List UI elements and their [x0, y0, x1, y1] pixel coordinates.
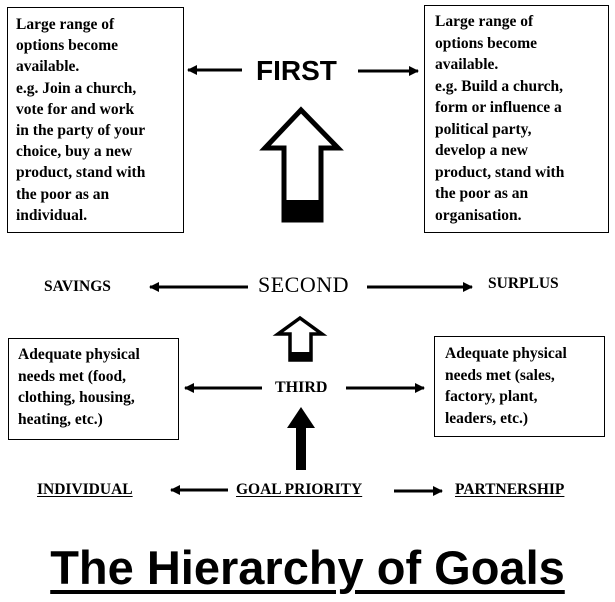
- box-line: e.g. Build a church,: [435, 77, 564, 95]
- box-line: needs met (sales,: [445, 366, 555, 384]
- box-line: choice, buy a new: [16, 143, 133, 161]
- box-line: organisation.: [435, 206, 522, 224]
- diagram-title: [0, 540, 615, 595]
- box-line: vote for and work: [16, 100, 135, 118]
- box-line: needs met (food,: [18, 367, 127, 385]
- partnership-header: PARTNERSHIP: [455, 481, 565, 498]
- partnership-first-box: [424, 5, 609, 233]
- box-line: Adequate physical: [445, 345, 567, 362]
- box-line: Large range of: [16, 16, 115, 33]
- box-line: the poor as an: [435, 185, 529, 202]
- box-line: options become: [435, 34, 538, 52]
- savings-label: SAVINGS: [44, 278, 111, 295]
- partnership-third-box: [434, 336, 605, 437]
- diagram-title-text: The Hierarchy of Goals: [50, 541, 565, 594]
- box-line: develop a new: [435, 142, 528, 159]
- box-line: e.g. Join a church,: [16, 79, 137, 97]
- individual-first-box: [7, 7, 184, 233]
- individual-header: INDIVIDUAL: [37, 481, 133, 498]
- box-line: available.: [16, 58, 80, 76]
- box-line: the poor as an: [16, 185, 110, 203]
- box-line: available.: [435, 56, 499, 73]
- solid-up-arrow-icon: [287, 407, 315, 470]
- box-line: form or influence a: [435, 99, 562, 116]
- big-up-arrow-icon: [265, 110, 338, 220]
- box-line: political party,: [435, 120, 532, 138]
- box-line: clothing, housing,: [18, 389, 135, 406]
- small-up-arrow-icon: [278, 318, 322, 360]
- surplus-label: SURPLUS: [488, 275, 559, 292]
- third-level-label: THIRD: [275, 379, 328, 396]
- box-line: product, stand with: [16, 164, 146, 182]
- box-line: factory, plant,: [445, 388, 538, 405]
- box-line: product, stand with: [435, 163, 565, 181]
- box-line: individual.: [16, 206, 88, 224]
- box-line: Adequate physical: [18, 346, 140, 363]
- box-line: options become: [16, 37, 119, 55]
- goal-priority-label: GOAL PRIORITY: [236, 481, 363, 498]
- second-level-label: SECOND: [258, 272, 350, 297]
- individual-third-box: [8, 338, 179, 440]
- box-line: Large range of: [435, 13, 534, 30]
- box-line: leaders, etc.): [445, 409, 529, 427]
- first-level-label: FIRST: [256, 55, 337, 86]
- box-line: in the party of your: [16, 122, 146, 140]
- box-line: heating, etc.): [18, 410, 103, 428]
